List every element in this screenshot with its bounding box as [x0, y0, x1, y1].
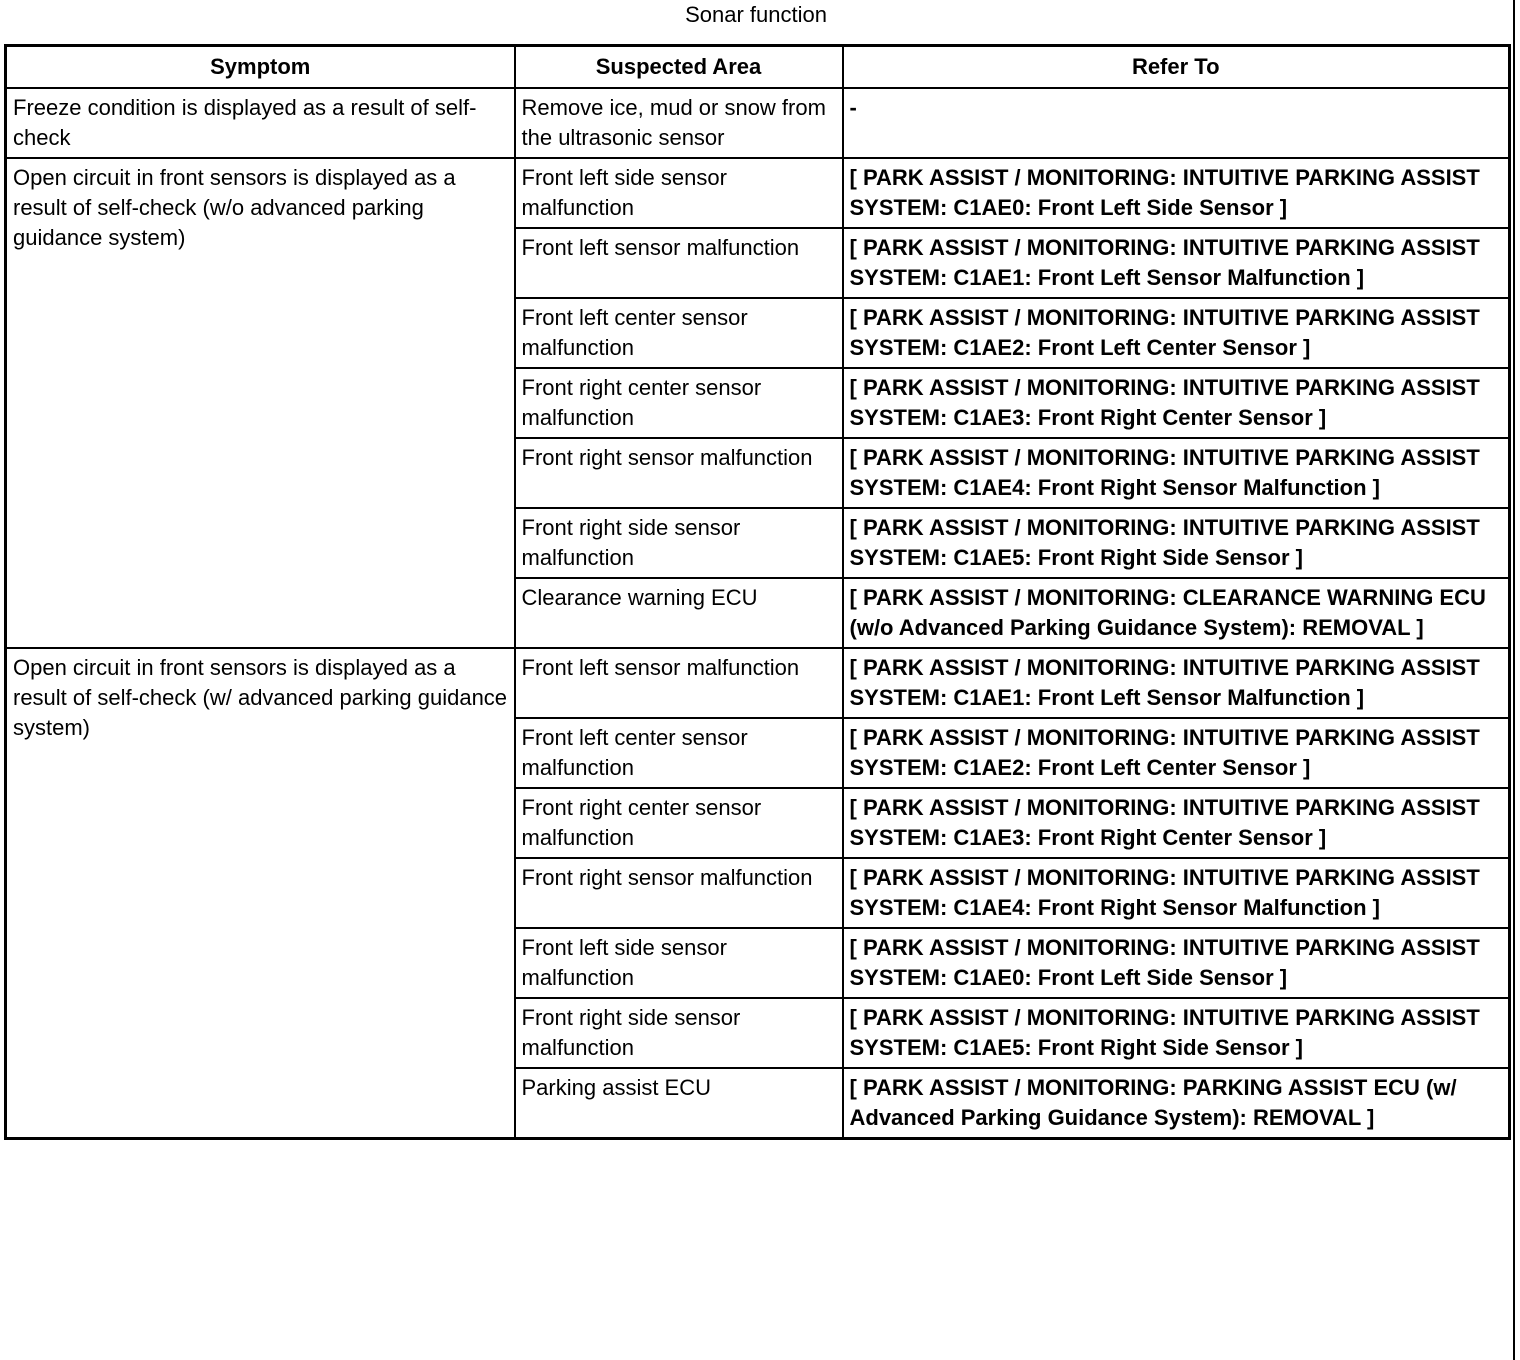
refer-to-link[interactable]: [ PARK ASSIST / MONITORING: INTUITIVE PARKING ASSIST SYSTEM: C1AE2: Front Left Center Sensor ]	[843, 718, 1510, 788]
refer-to-link[interactable]: [ PARK ASSIST / MONITORING: INTUITIVE PARKING ASSIST SYSTEM: C1AE1: Front Left Sensor Malfunction ]	[843, 228, 1510, 298]
refer-to-link[interactable]: [ PARK ASSIST / MONITORING: INTUITIVE PARKING ASSIST SYSTEM: C1AE5: Front Right Side Sensor ]	[843, 508, 1510, 578]
table-title: Sonar function	[685, 2, 827, 27]
suspected-area-cell: Front left side sensor malfunction	[515, 928, 843, 998]
refer-to-link[interactable]: [ PARK ASSIST / MONITORING: INTUITIVE PARKING ASSIST SYSTEM: C1AE4: Front Right Sensor Malfunction ]	[843, 858, 1510, 928]
suspected-area-cell: Front left sensor malfunction	[515, 648, 843, 718]
refer-to-link[interactable]: [ PARK ASSIST / MONITORING: CLEARANCE WARNING ECU (w/o Advanced Parking Guidance System): REMOVAL ]	[843, 578, 1510, 648]
table-row	[6, 648, 1510, 718]
refer-to-link[interactable]: [ PARK ASSIST / MONITORING: INTUITIVE PARKING ASSIST SYSTEM: C1AE3: Front Right Center Sensor ]	[843, 788, 1510, 858]
suspected-area-cell: Parking assist ECU	[515, 1068, 843, 1139]
refer-to-link[interactable]: [ PARK ASSIST / MONITORING: INTUITIVE PARKING ASSIST SYSTEM: C1AE5: Front Right Side Sensor ]	[843, 998, 1510, 1068]
page-edge-rule	[1513, 0, 1515, 1360]
refer-to-link[interactable]: [ PARK ASSIST / MONITORING: INTUITIVE PARKING ASSIST SYSTEM: C1AE1: Front Left Sensor Malfunction ]	[843, 648, 1510, 718]
header-refer-to: Refer To	[843, 46, 1510, 89]
symptom-cell: Open circuit in front sensors is displayed as a result of self-check (w/o advanced parking guidance system)	[6, 158, 515, 648]
suspected-area-cell: Front left center sensor malfunction	[515, 298, 843, 368]
suspected-area-cell: Front right side sensor malfunction	[515, 508, 843, 578]
refer-to-link[interactable]: [ PARK ASSIST / MONITORING: INTUITIVE PARKING ASSIST SYSTEM: C1AE0: Front Left Side Sensor ]	[843, 928, 1510, 998]
suspected-area-cell: Front right center sensor malfunction	[515, 368, 843, 438]
suspected-area-cell: Front right sensor malfunction	[515, 438, 843, 508]
refer-to-link[interactable]: [ PARK ASSIST / MONITORING: PARKING ASSIST ECU (w/ Advanced Parking Guidance System): REMOVAL ]	[843, 1068, 1510, 1139]
table-row	[6, 88, 1510, 158]
header-row	[6, 46, 1510, 89]
refer-to-link[interactable]: [ PARK ASSIST / MONITORING: INTUITIVE PARKING ASSIST SYSTEM: C1AE3: Front Right Center Sensor ]	[843, 368, 1510, 438]
refer-to-link[interactable]: [ PARK ASSIST / MONITORING: INTUITIVE PARKING ASSIST SYSTEM: C1AE4: Front Right Sensor Malfunction ]	[843, 438, 1510, 508]
suspected-area-cell: Front left side sensor malfunction	[515, 158, 843, 228]
symptom-cell: Open circuit in front sensors is displayed as a result of self-check (w/ advanced parking guidance system)	[6, 648, 515, 1139]
header-symptom: Symptom	[6, 46, 515, 89]
refer-to-link[interactable]: [ PARK ASSIST / MONITORING: INTUITIVE PARKING ASSIST SYSTEM: C1AE0: Front Left Side Sensor ]	[843, 158, 1510, 228]
suspected-area-cell: Front right center sensor malfunction	[515, 788, 843, 858]
suspected-area-cell: Front left center sensor malfunction	[515, 718, 843, 788]
suspected-area-cell: Front left sensor malfunction	[515, 228, 843, 298]
refer-to-link[interactable]: [ PARK ASSIST / MONITORING: INTUITIVE PARKING ASSIST SYSTEM: C1AE2: Front Left Center Sensor ]	[843, 298, 1510, 368]
symptom-cell: Freeze condition is displayed as a result of self-check	[6, 88, 515, 158]
suspected-area-cell: Clearance warning ECU	[515, 578, 843, 648]
table-row	[6, 158, 1510, 228]
refer-to-cell: -	[843, 88, 1510, 158]
header-suspected-area: Suspected Area	[515, 46, 843, 89]
suspected-area-cell: Front right side sensor malfunction	[515, 998, 843, 1068]
sonar-function-table	[4, 44, 1511, 1140]
suspected-area-cell: Front right sensor malfunction	[515, 858, 843, 928]
suspected-area-cell: Remove ice, mud or snow from the ultrasonic sensor	[515, 88, 843, 158]
